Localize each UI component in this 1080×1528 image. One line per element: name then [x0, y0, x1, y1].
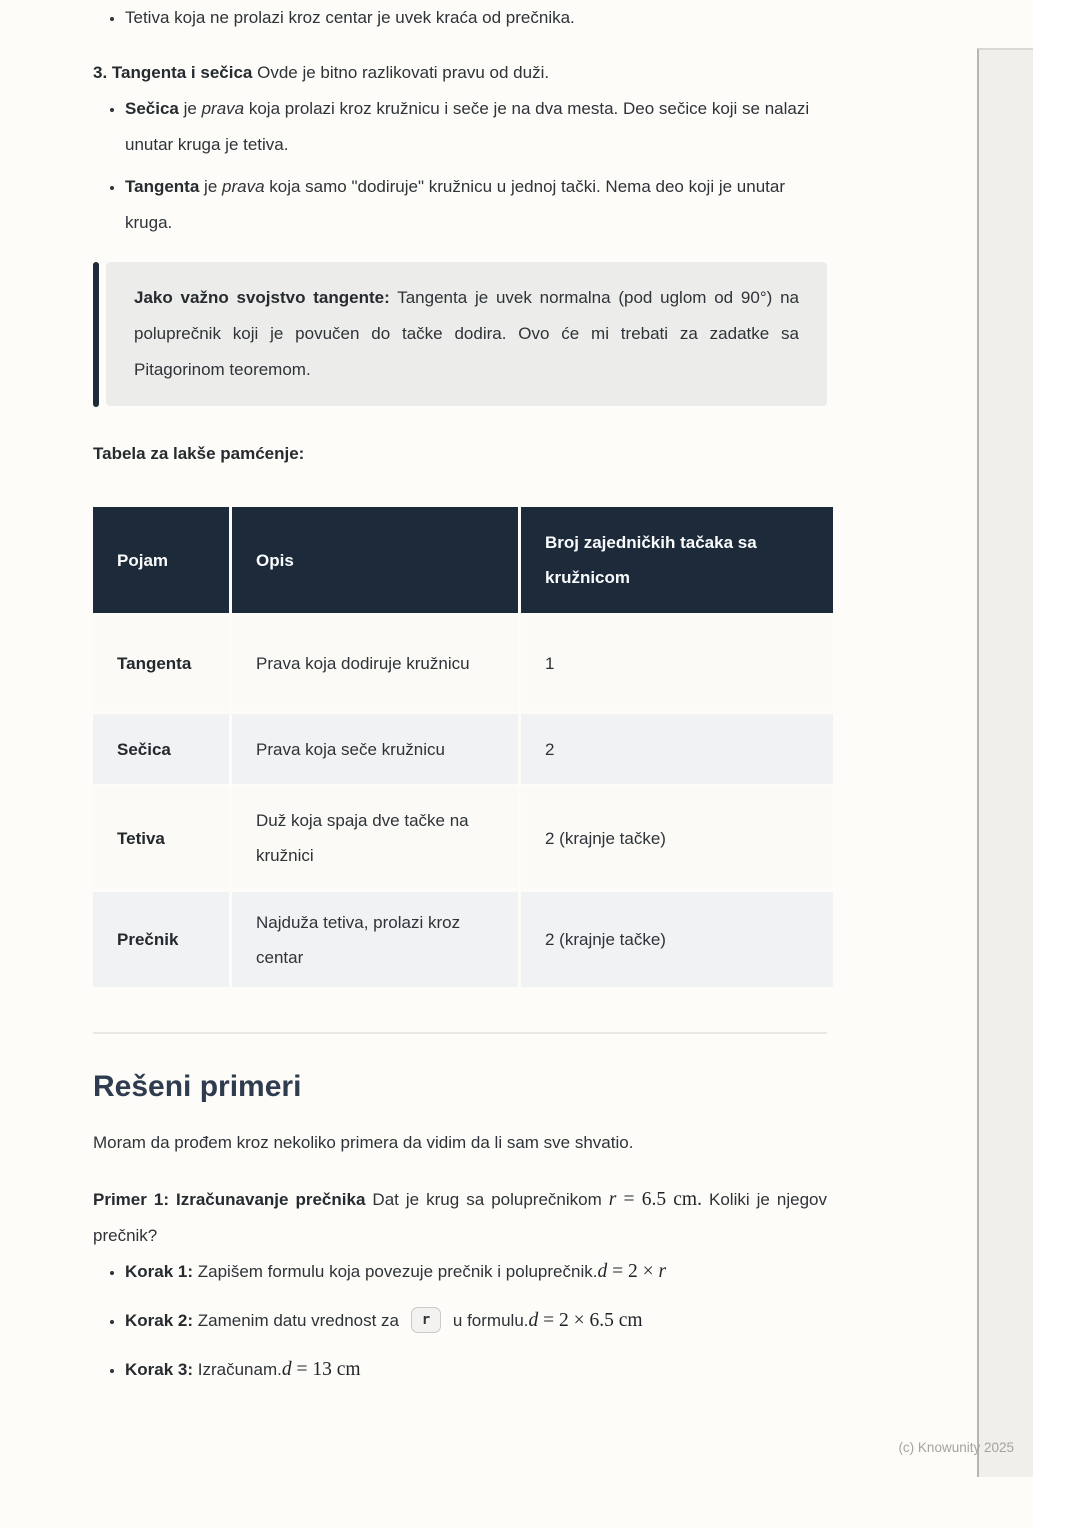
list-item: • Tetiva koja ne prolazi kroz centar je uvek kraća od prečnika. — [125, 0, 827, 36]
math-expression: d = 2 × r — [597, 1261, 667, 1282]
table-header — [93, 507, 833, 613]
definitions-bullet-list — [93, 91, 827, 241]
list-item-korak-3: • Korak 3: Izračunam.d = 13 cm — [125, 1352, 827, 1388]
table-row — [93, 892, 833, 987]
term-secica: Sečica — [125, 99, 179, 118]
callout-accent-bar — [93, 262, 99, 407]
term-tangenta: Tangenta — [125, 177, 200, 196]
table-row — [93, 714, 833, 784]
cell-broj: 2 (krajnje tačke) — [521, 787, 833, 889]
cell-broj: 2 (krajnje tačke) — [521, 892, 833, 987]
column-header-pojam: Pojam — [93, 507, 229, 613]
math-expression: r = 6.5 cm. — [608, 1189, 702, 1210]
cell-opis: Duž koja spaja dve tačke na kružnici — [232, 787, 518, 889]
callout-important — [93, 262, 827, 407]
callout-lead: Jako važno svojstvo tangente: — [134, 288, 390, 307]
cell-pojam: Prečnik — [93, 892, 229, 987]
section-3-text: Ovde je bitno razlikovati pravu od duži. — [252, 63, 550, 82]
inline-code-r: r — [411, 1307, 441, 1333]
cell-pojam: Sečica — [93, 714, 229, 784]
watermark: (c) Knowunity 2025 — [898, 1440, 1014, 1455]
top-bullet-list — [93, 0, 827, 36]
list-item-tangenta: • Tangenta je prava koja samo "dodiruje" kružnicu u jednoj tački. Nema deo koji je unutar kruga. — [125, 169, 827, 241]
right-gutter — [1033, 0, 1080, 1528]
solved-examples-heading: Rešeni primeri — [93, 1070, 302, 1103]
document-content — [93, 0, 827, 1388]
emphasis-prava: prava — [222, 177, 265, 196]
table-row — [93, 787, 833, 889]
emphasis-prava: prava — [201, 99, 245, 118]
table-row — [93, 616, 833, 711]
table-body — [93, 616, 833, 987]
section-divider — [93, 1032, 827, 1034]
list-item-korak-2: • Korak 2: Zamenim datu vrednost za r u formulu.d = 2 × 6.5 cm — [125, 1303, 827, 1339]
cell-opis: Najduža tetiva, prolazi kroz centar — [232, 892, 518, 987]
callout-box — [106, 262, 827, 406]
primer-1-paragraph: Primer 1: Izračunavanje prečnika Dat je krug sa poluprečnikom r = 6.5 cm. Koliki je njegov prečnik? — [93, 1189, 827, 1245]
solved-intro: Moram da prođem kroz nekoliko primera da vidim da li sam sve shvatio. — [93, 1133, 634, 1152]
korak-3-label: Korak 3: — [125, 1360, 194, 1379]
list-item-secica: • Sečica je prava koja prolazi kroz kružnicu i seče je na dva mesta. Deo sečice koji se nalazi unutar kruga je tetiva. — [125, 91, 827, 163]
list-item-korak-1: • Korak 1: Zapišem formulu koja povezuje prečnik i poluprečnik.d = 2 × r — [125, 1254, 827, 1290]
cell-broj: 1 — [521, 616, 833, 711]
adjacent-page-edge — [977, 48, 1033, 1477]
cell-broj: 2 — [521, 714, 833, 784]
summary-table — [90, 504, 836, 990]
section-3-title: 3. Tangenta i sečica — [93, 63, 253, 82]
section-3-line — [93, 55, 827, 91]
korak-1-label: Korak 1: — [125, 1262, 194, 1281]
cell-opis: Prava koja dodiruje kružnicu — [232, 616, 518, 711]
math-expression: d = 13 cm — [281, 1359, 361, 1380]
cell-pojam: Tetiva — [93, 787, 229, 889]
column-header-opis: Opis — [232, 507, 518, 613]
table-header-row — [93, 507, 833, 613]
steps-bullet-list — [93, 1254, 827, 1388]
column-header-broj: Broj zajedničkih tačaka sa kružnicom — [521, 507, 833, 613]
callout-text: Jako važno svojstvo tangente: Tangenta je uvek normalna (pod uglom od 90°) na poluprečnik koji je povučen do tačke dodira. Ovo će mi trebati za zadatke sa Pitagorinom teoremom. — [134, 288, 799, 379]
math-expression: d = 2 × 6.5 cm — [528, 1310, 643, 1331]
korak-2-label: Korak 2: — [125, 1311, 194, 1330]
primer-1-label: Primer 1: Izračunavanje prečnika — [93, 1190, 366, 1209]
cell-pojam: Tangenta — [93, 616, 229, 711]
cell-opis: Prava koja seče kružnicu — [232, 714, 518, 784]
table-caption: Tabela za lakše pamćenje: — [93, 444, 305, 463]
